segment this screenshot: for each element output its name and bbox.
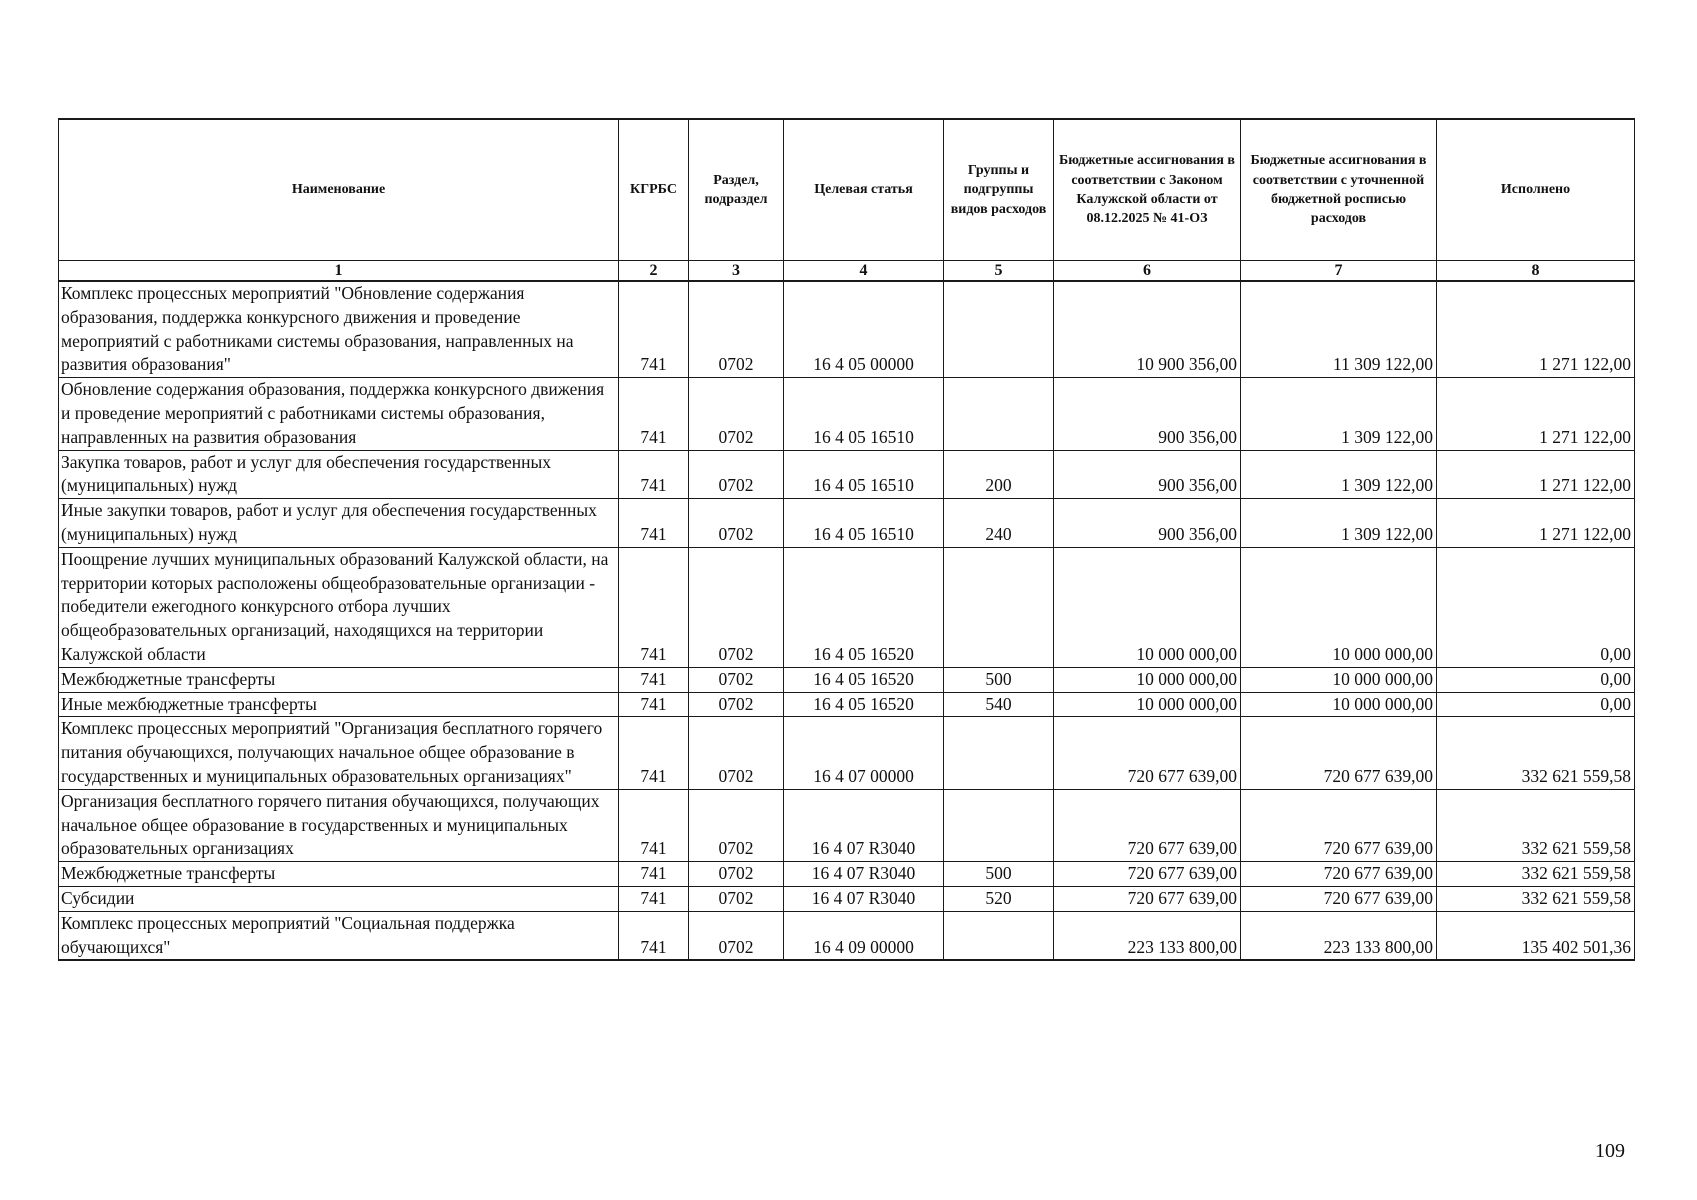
law-allocation-cell: 720 677 639,00 bbox=[1054, 789, 1241, 861]
row-name: Закупка товаров, работ и услуг для обеспечения государственных (муниципальных) нужд bbox=[59, 450, 619, 499]
expense-group-cell bbox=[944, 547, 1054, 667]
expense-group-cell bbox=[944, 378, 1054, 450]
column-number: 1 bbox=[59, 261, 619, 282]
table-row bbox=[59, 692, 1635, 717]
header-cell: Бюджетные ассигнования в соответствии с Законом Калужской области от 08.12.2025 № 41-ОЗ bbox=[1054, 119, 1241, 261]
target-article-cell: 16 4 05 16520 bbox=[784, 692, 944, 717]
executed-cell: 0,00 bbox=[1437, 547, 1635, 667]
row-name: Обновление содержания образования, поддержка конкурсного движения и проведение мероприятий с работниками системы образования, направленных на развития образования bbox=[59, 378, 619, 450]
kgrbs-cell: 741 bbox=[619, 886, 689, 911]
table-row bbox=[59, 717, 1635, 789]
law-allocation-cell: 720 677 639,00 bbox=[1054, 886, 1241, 911]
header-row bbox=[59, 119, 1635, 261]
law-allocation-cell: 900 356,00 bbox=[1054, 378, 1241, 450]
row-name: Комплекс процессных мероприятий "Организация бесплатного горячего питания обучающихся, получающих начальное общее образование в государственных и муниципальных образовательных организациях" bbox=[59, 717, 619, 789]
row-name: Комплекс процессных мероприятий "Социальная поддержка обучающихся" bbox=[59, 911, 619, 960]
kgrbs-cell: 741 bbox=[619, 281, 689, 378]
section-cell: 0702 bbox=[689, 378, 784, 450]
table-row bbox=[59, 281, 1635, 378]
table-row bbox=[59, 547, 1635, 667]
executed-cell: 332 621 559,58 bbox=[1437, 789, 1635, 861]
refined-allocation-cell: 10 000 000,00 bbox=[1241, 692, 1437, 717]
column-number: 4 bbox=[784, 261, 944, 282]
kgrbs-cell: 741 bbox=[619, 547, 689, 667]
executed-cell: 135 402 501,36 bbox=[1437, 911, 1635, 960]
executed-cell: 0,00 bbox=[1437, 692, 1635, 717]
executed-cell: 332 621 559,58 bbox=[1437, 717, 1635, 789]
expense-group-cell: 500 bbox=[944, 667, 1054, 692]
header-cell: Наименование bbox=[59, 119, 619, 261]
kgrbs-cell: 741 bbox=[619, 692, 689, 717]
table-row bbox=[59, 450, 1635, 499]
row-name: Межбюджетные трансферты bbox=[59, 862, 619, 887]
column-number: 7 bbox=[1241, 261, 1437, 282]
executed-cell: 1 271 122,00 bbox=[1437, 378, 1635, 450]
section-cell: 0702 bbox=[689, 789, 784, 861]
refined-allocation-cell: 720 677 639,00 bbox=[1241, 862, 1437, 887]
law-allocation-cell: 900 356,00 bbox=[1054, 450, 1241, 499]
section-cell: 0702 bbox=[689, 667, 784, 692]
kgrbs-cell: 741 bbox=[619, 667, 689, 692]
budget-table bbox=[58, 118, 1635, 961]
target-article-cell: 16 4 05 16520 bbox=[784, 547, 944, 667]
law-allocation-cell: 10 000 000,00 bbox=[1054, 667, 1241, 692]
refined-allocation-cell: 720 677 639,00 bbox=[1241, 789, 1437, 861]
target-article-cell: 16 4 05 16520 bbox=[784, 667, 944, 692]
row-name: Межбюджетные трансферты bbox=[59, 667, 619, 692]
refined-allocation-cell: 11 309 122,00 bbox=[1241, 281, 1437, 378]
column-number: 5 bbox=[944, 261, 1054, 282]
expense-group-cell: 240 bbox=[944, 499, 1054, 548]
section-cell: 0702 bbox=[689, 911, 784, 960]
kgrbs-cell: 741 bbox=[619, 789, 689, 861]
section-cell: 0702 bbox=[689, 499, 784, 548]
law-allocation-cell: 720 677 639,00 bbox=[1054, 717, 1241, 789]
target-article-cell: 16 4 05 16510 bbox=[784, 378, 944, 450]
row-name: Иные закупки товаров, работ и услуг для обеспечения государственных (муниципальных) нужд bbox=[59, 499, 619, 548]
expense-group-cell bbox=[944, 789, 1054, 861]
kgrbs-cell: 741 bbox=[619, 717, 689, 789]
section-cell: 0702 bbox=[689, 862, 784, 887]
refined-allocation-cell: 223 133 800,00 bbox=[1241, 911, 1437, 960]
executed-cell: 332 621 559,58 bbox=[1437, 886, 1635, 911]
target-article-cell: 16 4 07 R3040 bbox=[784, 789, 944, 861]
row-name: Иные межбюджетные трансферты bbox=[59, 692, 619, 717]
refined-allocation-cell: 1 309 122,00 bbox=[1241, 450, 1437, 499]
expense-group-cell: 520 bbox=[944, 886, 1054, 911]
law-allocation-cell: 223 133 800,00 bbox=[1054, 911, 1241, 960]
header-cell: Раздел, подраздел bbox=[689, 119, 784, 261]
section-cell: 0702 bbox=[689, 450, 784, 499]
table-row bbox=[59, 862, 1635, 887]
table-row bbox=[59, 789, 1635, 861]
column-number: 6 bbox=[1054, 261, 1241, 282]
target-article-cell: 16 4 05 00000 bbox=[784, 281, 944, 378]
row-name: Поощрение лучших муниципальных образований Калужской области, на территории которых расположены общеобразовательные организации - победители ежегодного конкурсного отбора лучших общеобразовательных организаций, находящихся на территории Калужской области bbox=[59, 547, 619, 667]
law-allocation-cell: 720 677 639,00 bbox=[1054, 862, 1241, 887]
executed-cell: 332 621 559,58 bbox=[1437, 862, 1635, 887]
header-cell: Бюджетные ассигнования в соответствии с уточненной бюджетной росписью расходов bbox=[1241, 119, 1437, 261]
section-cell: 0702 bbox=[689, 717, 784, 789]
target-article-cell: 16 4 05 16510 bbox=[784, 499, 944, 548]
executed-cell: 1 271 122,00 bbox=[1437, 281, 1635, 378]
expense-group-cell: 500 bbox=[944, 862, 1054, 887]
column-number: 3 bbox=[689, 261, 784, 282]
table-row bbox=[59, 378, 1635, 450]
header-cell: Целевая статья bbox=[784, 119, 944, 261]
refined-allocation-cell: 720 677 639,00 bbox=[1241, 717, 1437, 789]
header-cell: Группы и подгруппы видов расходов bbox=[944, 119, 1054, 261]
section-cell: 0702 bbox=[689, 281, 784, 378]
refined-allocation-cell: 10 000 000,00 bbox=[1241, 667, 1437, 692]
executed-cell: 0,00 bbox=[1437, 667, 1635, 692]
section-cell: 0702 bbox=[689, 547, 784, 667]
section-cell: 0702 bbox=[689, 886, 784, 911]
expense-group-cell bbox=[944, 717, 1054, 789]
page-number: 109 bbox=[1595, 1140, 1625, 1162]
kgrbs-cell: 741 bbox=[619, 862, 689, 887]
kgrbs-cell: 741 bbox=[619, 378, 689, 450]
law-allocation-cell: 900 356,00 bbox=[1054, 499, 1241, 548]
column-number-row bbox=[59, 261, 1635, 282]
refined-allocation-cell: 1 309 122,00 bbox=[1241, 378, 1437, 450]
row-name: Комплекс процессных мероприятий "Обновление содержания образования, поддержка конкурсного движения и проведение мероприятий с работниками системы образования, направленных на развития образования" bbox=[59, 281, 619, 378]
expense-group-cell bbox=[944, 911, 1054, 960]
refined-allocation-cell: 10 000 000,00 bbox=[1241, 547, 1437, 667]
section-cell: 0702 bbox=[689, 692, 784, 717]
refined-allocation-cell: 1 309 122,00 bbox=[1241, 499, 1437, 548]
law-allocation-cell: 10 900 356,00 bbox=[1054, 281, 1241, 378]
table-row bbox=[59, 911, 1635, 960]
header-cell: КГРБС bbox=[619, 119, 689, 261]
target-article-cell: 16 4 09 00000 bbox=[784, 911, 944, 960]
kgrbs-cell: 741 bbox=[619, 450, 689, 499]
target-article-cell: 16 4 07 00000 bbox=[784, 717, 944, 789]
kgrbs-cell: 741 bbox=[619, 499, 689, 548]
table-row bbox=[59, 499, 1635, 548]
executed-cell: 1 271 122,00 bbox=[1437, 499, 1635, 548]
kgrbs-cell: 741 bbox=[619, 911, 689, 960]
column-number: 2 bbox=[619, 261, 689, 282]
expense-group-cell: 540 bbox=[944, 692, 1054, 717]
refined-allocation-cell: 720 677 639,00 bbox=[1241, 886, 1437, 911]
target-article-cell: 16 4 07 R3040 bbox=[784, 886, 944, 911]
executed-cell: 1 271 122,00 bbox=[1437, 450, 1635, 499]
row-name: Организация бесплатного горячего питания обучающихся, получающих начальное общее образование в государственных и муниципальных образовательных организациях bbox=[59, 789, 619, 861]
header-cell: Исполнено bbox=[1437, 119, 1635, 261]
expense-group-cell bbox=[944, 281, 1054, 378]
expense-group-cell: 200 bbox=[944, 450, 1054, 499]
row-name: Субсидии bbox=[59, 886, 619, 911]
law-allocation-cell: 10 000 000,00 bbox=[1054, 692, 1241, 717]
table-row bbox=[59, 667, 1635, 692]
target-article-cell: 16 4 05 16510 bbox=[784, 450, 944, 499]
target-article-cell: 16 4 07 R3040 bbox=[784, 862, 944, 887]
column-number: 8 bbox=[1437, 261, 1635, 282]
law-allocation-cell: 10 000 000,00 bbox=[1054, 547, 1241, 667]
table-row bbox=[59, 886, 1635, 911]
